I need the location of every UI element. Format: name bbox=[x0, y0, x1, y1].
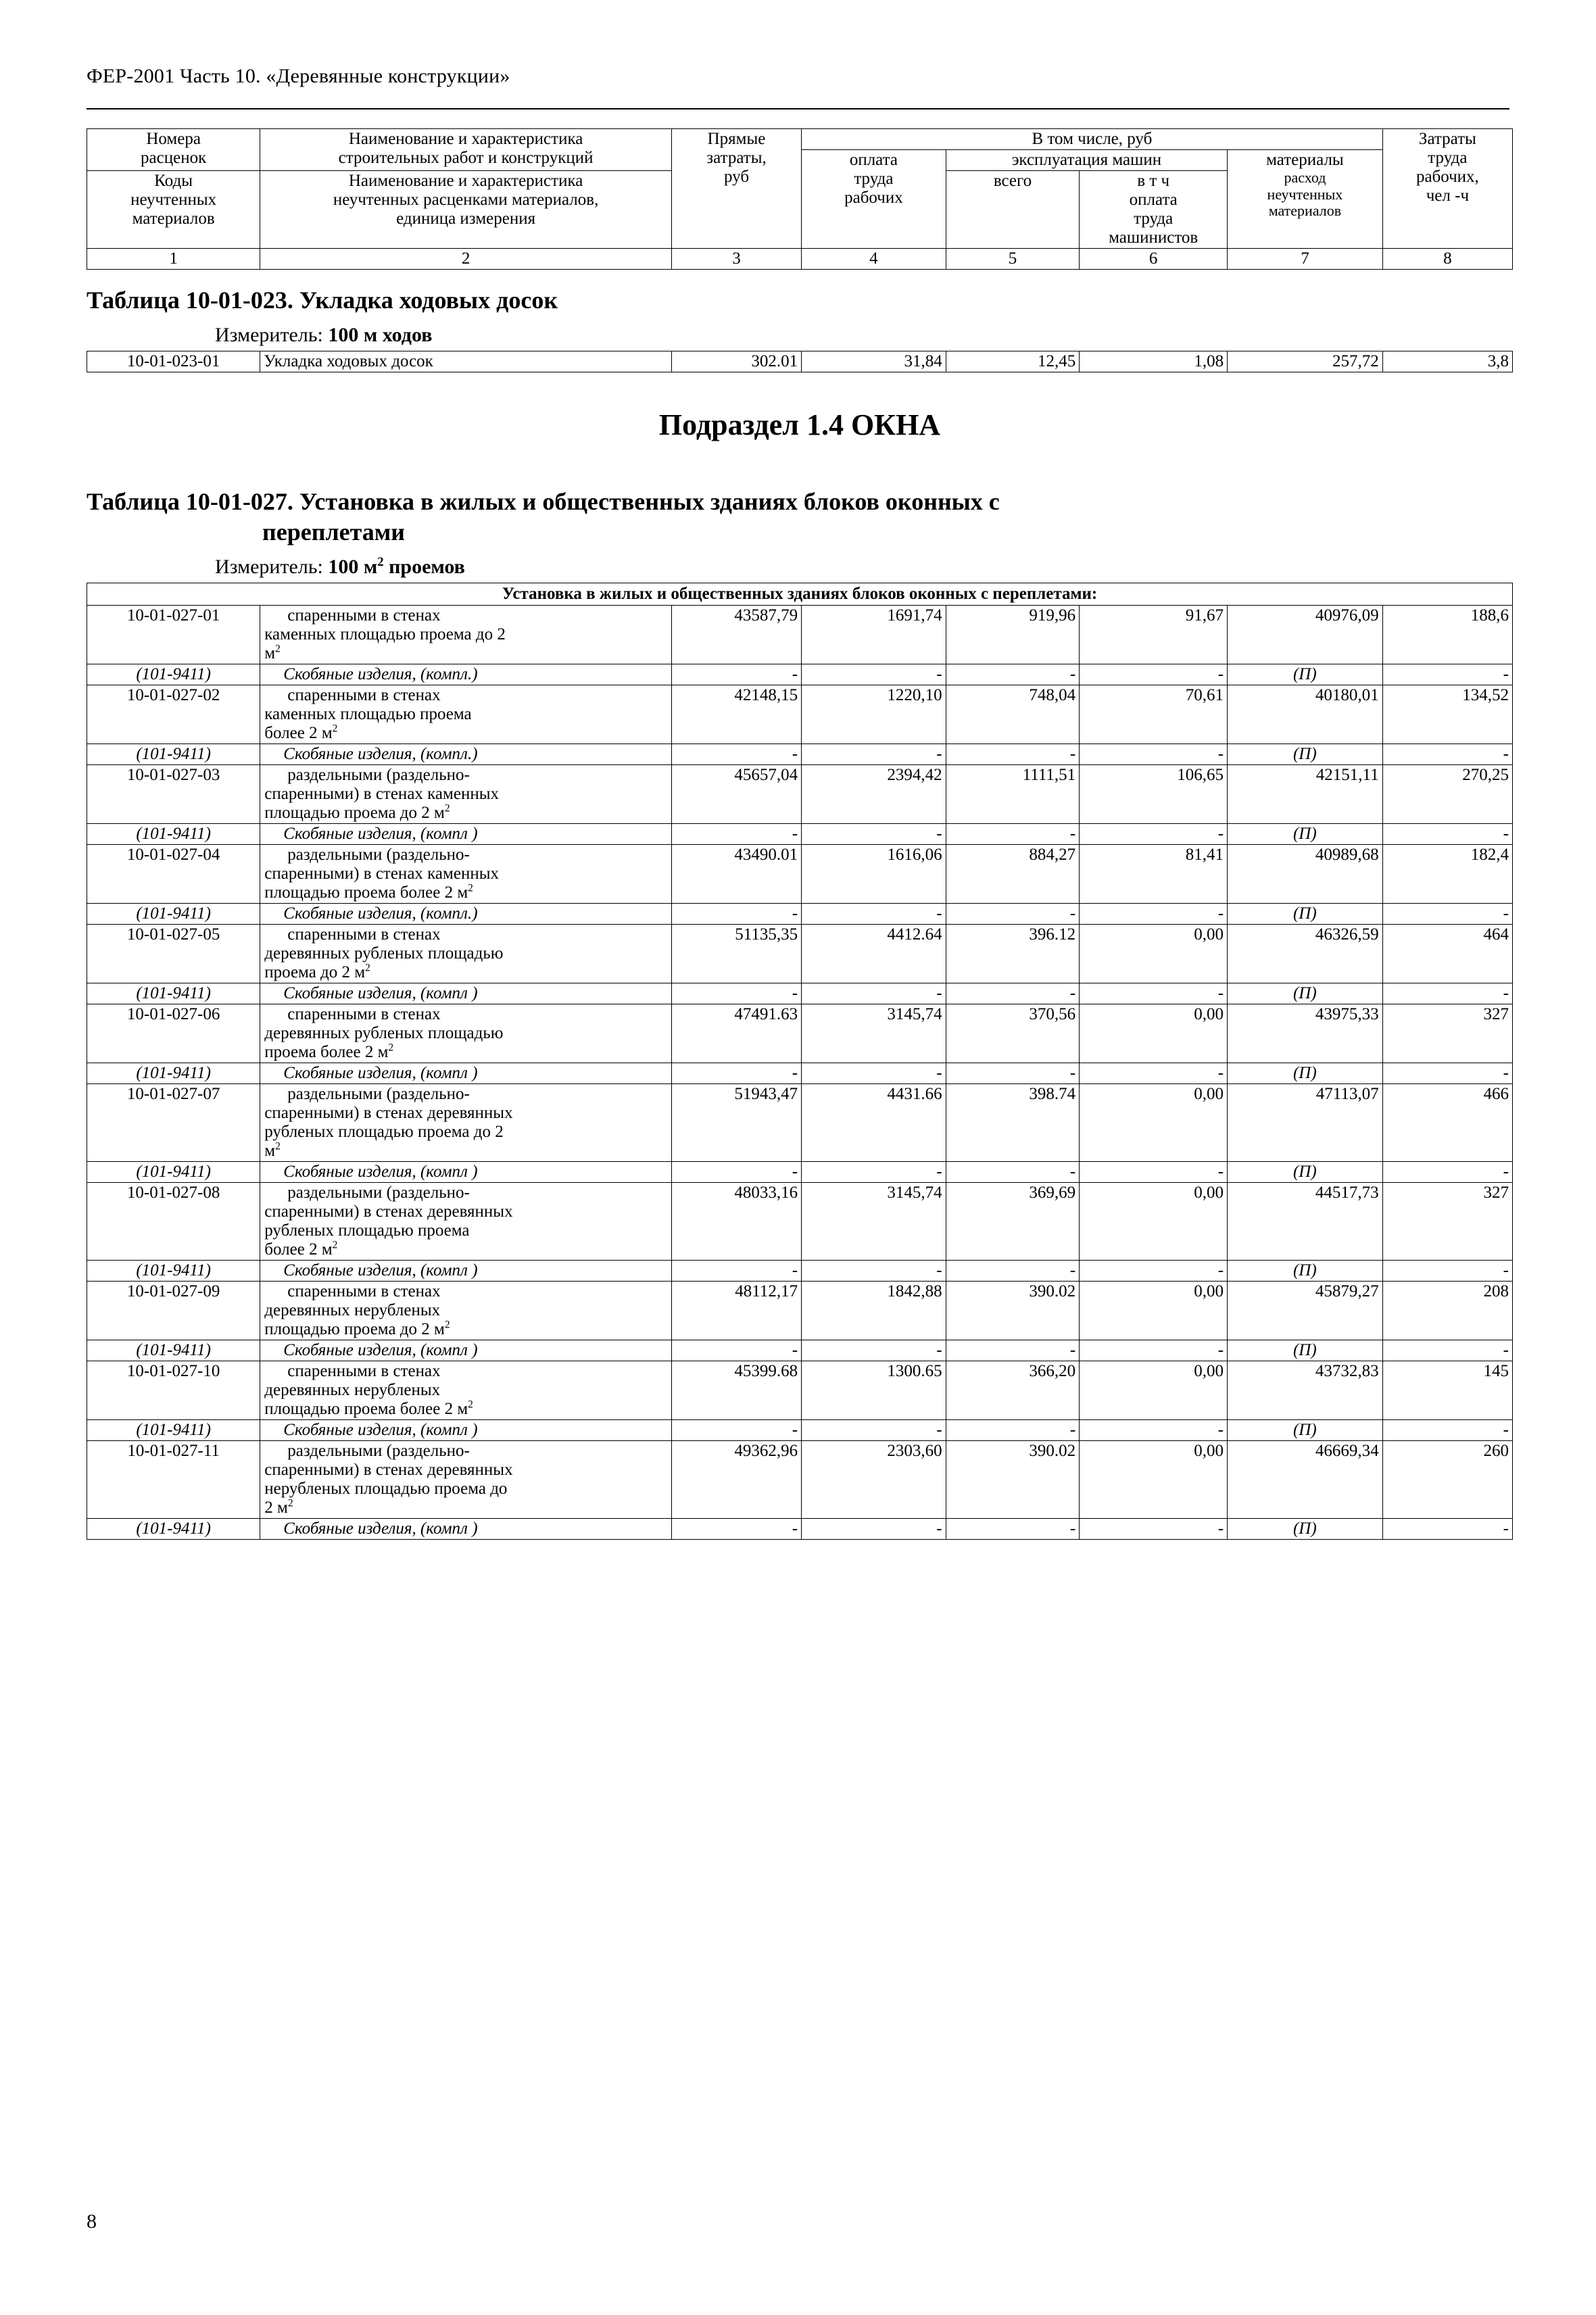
row-labor: 1616,06 bbox=[802, 845, 946, 904]
table-027-measure-label: Измеритель: bbox=[215, 556, 323, 578]
material-code: (101-9411) bbox=[87, 824, 260, 845]
row-machines-total: 12,45 bbox=[946, 351, 1080, 372]
material-code: (101-9411) bbox=[87, 1162, 260, 1183]
material-direct: - bbox=[671, 904, 801, 925]
row-machines-total: 370,56 bbox=[946, 1004, 1080, 1063]
row-machinist: 0,00 bbox=[1080, 925, 1228, 983]
header-col1-bottom: Коды неучтенных материалов bbox=[87, 171, 260, 249]
table-row bbox=[87, 1441, 1513, 1519]
table-row bbox=[87, 1183, 1513, 1261]
material-machines-total: - bbox=[946, 1162, 1080, 1183]
row-materials: 44517,73 bbox=[1228, 1183, 1383, 1261]
row-code: 10-01-027-04 bbox=[87, 845, 260, 904]
material-name: Скобяные изделия, (компл ) bbox=[260, 1340, 672, 1361]
material-row bbox=[87, 1519, 1513, 1540]
table-row bbox=[87, 685, 1513, 744]
colnum-7: 7 bbox=[1228, 249, 1383, 270]
table-023 bbox=[87, 351, 1513, 372]
material-direct: - bbox=[671, 824, 801, 845]
row-materials: 40180,01 bbox=[1228, 685, 1383, 744]
material-machines-total: - bbox=[946, 1261, 1080, 1282]
row-machinist: 0,00 bbox=[1080, 1441, 1228, 1519]
material-labor: - bbox=[802, 664, 946, 685]
row-labor-hours: 466 bbox=[1382, 1084, 1512, 1162]
table-027-title-prefix: Таблица 10-01-027. bbox=[87, 488, 293, 515]
row-labor: 2394,42 bbox=[802, 765, 946, 824]
row-name: спаренными в стенах деревянных нерубленых площадью проема до 2 $м^2$ bbox=[260, 1282, 672, 1340]
material-mark: (П) bbox=[1228, 1162, 1383, 1183]
material-mark: (П) bbox=[1228, 983, 1383, 1004]
material-name: Скобяные изделия, (компл ) bbox=[260, 1420, 672, 1441]
material-name: Скобяные изделия, (компл ) bbox=[260, 1063, 672, 1084]
table-row bbox=[87, 1004, 1513, 1063]
material-machinist: - bbox=[1080, 744, 1228, 765]
material-labor: - bbox=[802, 1340, 946, 1361]
material-code: (101-9411) bbox=[87, 744, 260, 765]
row-code: 10-01-027-05 bbox=[87, 925, 260, 983]
material-code: (101-9411) bbox=[87, 983, 260, 1004]
material-row bbox=[87, 1420, 1513, 1441]
table-row bbox=[87, 765, 1513, 824]
row-direct: 43490.01 bbox=[671, 845, 801, 904]
table-row bbox=[87, 1361, 1513, 1420]
material-direct: - bbox=[671, 744, 801, 765]
header-col6: в т ч оплата труда машинистов bbox=[1080, 171, 1228, 249]
material-name: Скобяные изделия, (компл ) bbox=[260, 1519, 672, 1540]
material-labor: - bbox=[802, 983, 946, 1004]
row-machines-total: 366,20 bbox=[946, 1361, 1080, 1420]
table-023-title bbox=[87, 270, 1513, 318]
row-machines-total: 390.02 bbox=[946, 1282, 1080, 1340]
material-machinist: - bbox=[1080, 904, 1228, 925]
row-materials: 40976,09 bbox=[1228, 606, 1383, 664]
material-name: Скобяные изделия, (компл ) bbox=[260, 824, 672, 845]
row-direct: 42148,15 bbox=[671, 685, 801, 744]
table-027-title-line1: Установка в жилых и общественных зданиях блоков оконных с bbox=[299, 488, 1000, 515]
material-labor-hours: - bbox=[1382, 1420, 1512, 1441]
table-027-measure bbox=[87, 550, 1513, 583]
material-direct: - bbox=[671, 664, 801, 685]
header-group-materials: материалы расход неучтенных материалов bbox=[1228, 150, 1383, 249]
row-direct: 43587,79 bbox=[671, 606, 801, 664]
row-machinist: 0,00 bbox=[1080, 1004, 1228, 1063]
row-materials: 45879,27 bbox=[1228, 1282, 1383, 1340]
table-027-measure-value: 100 $м^2$ проемов bbox=[328, 555, 465, 578]
row-direct: 51135,35 bbox=[671, 925, 801, 983]
material-row bbox=[87, 1063, 1513, 1084]
header-col2-top: Наименование и характеристика строительных работ и конструкций bbox=[260, 129, 672, 171]
row-machines-total: 390.02 bbox=[946, 1441, 1080, 1519]
material-row bbox=[87, 983, 1513, 1004]
row-name: спаренными в стенах деревянных нерубленых площадью проема более 2 $м^2$ bbox=[260, 1361, 672, 1420]
colnum-2: 2 bbox=[260, 249, 672, 270]
row-machinist: 70,61 bbox=[1080, 685, 1228, 744]
table-027-title-line2: переплетами bbox=[262, 518, 406, 545]
material-labor-hours: - bbox=[1382, 1519, 1512, 1540]
material-direct: - bbox=[671, 1261, 801, 1282]
table-023-measure-value: 100 м ходов bbox=[328, 324, 433, 346]
material-labor: - bbox=[802, 1261, 946, 1282]
material-labor: - bbox=[802, 1519, 946, 1540]
material-mark: (П) bbox=[1228, 1519, 1383, 1540]
header-table bbox=[87, 128, 1513, 270]
row-name: раздельными (раздельно- спаренными) в стенах деревянных рубленых площадью проема более 2 $м^2$ bbox=[260, 1183, 672, 1261]
row-labor-hours: 327 bbox=[1382, 1183, 1512, 1261]
colnum-8: 8 bbox=[1382, 249, 1512, 270]
material-direct: - bbox=[671, 1340, 801, 1361]
row-name: раздельными (раздельно- спаренными) в стенах деревянных нерубленых площадью проема до 2 $м^2$ bbox=[260, 1441, 672, 1519]
row-machinist: 106,65 bbox=[1080, 765, 1228, 824]
row-machinist: 81,41 bbox=[1080, 845, 1228, 904]
colnum-5: 5 bbox=[946, 249, 1080, 270]
table-023-measure bbox=[87, 318, 1513, 351]
row-labor-hours: 145 bbox=[1382, 1361, 1512, 1420]
row-labor-hours: 3,8 bbox=[1382, 351, 1512, 372]
row-materials: 43975,33 bbox=[1228, 1004, 1383, 1063]
material-machines-total: - bbox=[946, 983, 1080, 1004]
material-direct: - bbox=[671, 1420, 801, 1441]
row-name: спаренными в стенах каменных площадью проема до 2 $м^2$ bbox=[260, 606, 672, 664]
row-name: спаренными в стенах каменных площадью проема более 2 $м^2$ bbox=[260, 685, 672, 744]
material-machinist: - bbox=[1080, 1420, 1228, 1441]
material-machines-total: - bbox=[946, 1340, 1080, 1361]
material-direct: - bbox=[671, 983, 801, 1004]
row-code: 10-01-027-10 bbox=[87, 1361, 260, 1420]
row-direct: 45657,04 bbox=[671, 765, 801, 824]
row-machines-total: 369,69 bbox=[946, 1183, 1080, 1261]
material-mark: (П) bbox=[1228, 1420, 1383, 1441]
material-labor-hours: - bbox=[1382, 744, 1512, 765]
material-labor: - bbox=[802, 904, 946, 925]
page-header: ФЕР-2001 Часть 10. «Деревянные конструкции» bbox=[87, 65, 510, 87]
row-name: раздельными (раздельно- спаренными) в стенах каменных площадью проема до 2 $м^2$ bbox=[260, 765, 672, 824]
row-direct: 49362,96 bbox=[671, 1441, 801, 1519]
row-code: 10-01-027-03 bbox=[87, 765, 260, 824]
row-labor: 2303,60 bbox=[802, 1441, 946, 1519]
material-code: (101-9411) bbox=[87, 1420, 260, 1441]
row-materials: 257,72 bbox=[1228, 351, 1383, 372]
material-mark: (П) bbox=[1228, 904, 1383, 925]
material-machinist: - bbox=[1080, 1063, 1228, 1084]
material-name: Скобяные изделия, (компл ) bbox=[260, 1162, 672, 1183]
row-materials: 43732,83 bbox=[1228, 1361, 1383, 1420]
material-mark: (П) bbox=[1228, 744, 1383, 765]
row-machines-total: 748,04 bbox=[946, 685, 1080, 744]
row-code: 10-01-027-01 bbox=[87, 606, 260, 664]
material-code: (101-9411) bbox=[87, 664, 260, 685]
colnum-1: 1 bbox=[87, 249, 260, 270]
row-machinist: 0,00 bbox=[1080, 1183, 1228, 1261]
row-labor-hours: 260 bbox=[1382, 1441, 1512, 1519]
row-machinist: 1,08 bbox=[1080, 351, 1228, 372]
row-labor: 1691,74 bbox=[802, 606, 946, 664]
header-col8: Затраты труда рабочих, чел -ч bbox=[1382, 129, 1512, 249]
row-labor: 1842,88 bbox=[802, 1282, 946, 1340]
material-machinist: - bbox=[1080, 1340, 1228, 1361]
row-labor: 1220,10 bbox=[802, 685, 946, 744]
row-direct: 302.01 bbox=[671, 351, 801, 372]
row-labor-hours: 182,4 bbox=[1382, 845, 1512, 904]
material-machinist: - bbox=[1080, 824, 1228, 845]
material-labor-hours: - bbox=[1382, 1063, 1512, 1084]
row-labor-hours: 208 bbox=[1382, 1282, 1512, 1340]
material-labor-hours: - bbox=[1382, 983, 1512, 1004]
material-mark: (П) bbox=[1228, 1340, 1383, 1361]
row-name: раздельными (раздельно- спаренными) в стенах каменных площадью проема более 2 $м^2$ bbox=[260, 845, 672, 904]
material-code: (101-9411) bbox=[87, 1519, 260, 1540]
header-col1-top: Номера расценок bbox=[87, 129, 260, 171]
material-mark: (П) bbox=[1228, 824, 1383, 845]
row-machinist: 0,00 bbox=[1080, 1084, 1228, 1162]
material-labor: - bbox=[802, 1420, 946, 1441]
colnum-3: 3 bbox=[671, 249, 801, 270]
colnum-6: 6 bbox=[1080, 249, 1228, 270]
table-027-band-row bbox=[87, 583, 1513, 606]
row-machinist: 91,67 bbox=[1080, 606, 1228, 664]
table-row bbox=[87, 845, 1513, 904]
page-number: 8 bbox=[87, 2210, 97, 2233]
material-labor-hours: - bbox=[1382, 1261, 1512, 1282]
table-header-row-1 bbox=[87, 129, 1513, 150]
row-direct: 47491.63 bbox=[671, 1004, 801, 1063]
table-023-title-text: Укладка ходовых досок bbox=[299, 287, 558, 314]
row-materials: 46326,59 bbox=[1228, 925, 1383, 983]
row-machines-total: 919,96 bbox=[946, 606, 1080, 664]
row-labor-hours: 188,6 bbox=[1382, 606, 1512, 664]
material-machinist: - bbox=[1080, 983, 1228, 1004]
row-materials: 47113,07 bbox=[1228, 1084, 1383, 1162]
material-machinist: - bbox=[1080, 1261, 1228, 1282]
row-direct: 45399.68 bbox=[671, 1361, 801, 1420]
row-code: 10-01-027-11 bbox=[87, 1441, 260, 1519]
row-name: раздельными (раздельно- спаренными) в стенах деревянных рубленых площадью проема до 2 $м^2$ bbox=[260, 1084, 672, 1162]
row-materials: 42151,11 bbox=[1228, 765, 1383, 824]
table-row bbox=[87, 351, 1513, 372]
material-machinist: - bbox=[1080, 664, 1228, 685]
material-machines-total: - bbox=[946, 664, 1080, 685]
material-direct: - bbox=[671, 1063, 801, 1084]
row-machines-total: 396.12 bbox=[946, 925, 1080, 983]
material-row bbox=[87, 1340, 1513, 1361]
material-labor-hours: - bbox=[1382, 824, 1512, 845]
material-labor-hours: - bbox=[1382, 1340, 1512, 1361]
row-machinist: 0,00 bbox=[1080, 1361, 1228, 1420]
row-materials: 46669,34 bbox=[1228, 1441, 1383, 1519]
row-direct: 48033,16 bbox=[671, 1183, 801, 1261]
row-code: 10-01-027-02 bbox=[87, 685, 260, 744]
header-col5: всего bbox=[946, 171, 1080, 249]
table-027-band: Установка в жилых и общественных зданиях блоков оконных с переплетами: bbox=[87, 583, 1513, 606]
material-machines-total: - bbox=[946, 1519, 1080, 1540]
material-labor-hours: - bbox=[1382, 904, 1512, 925]
row-name: спаренными в стенах деревянных рубленых площадью проема до 2 $м^2$ bbox=[260, 925, 672, 983]
material-direct: - bbox=[671, 1519, 801, 1540]
header-col4: оплата труда рабочих bbox=[802, 150, 946, 249]
material-labor: - bbox=[802, 1063, 946, 1084]
row-direct: 48112,17 bbox=[671, 1282, 801, 1340]
material-machines-total: - bbox=[946, 904, 1080, 925]
material-row bbox=[87, 824, 1513, 845]
material-code: (101-9411) bbox=[87, 904, 260, 925]
material-labor-hours: - bbox=[1382, 1162, 1512, 1183]
row-machines-total: 1111,51 bbox=[946, 765, 1080, 824]
material-direct: - bbox=[671, 1162, 801, 1183]
row-code: 10-01-027-09 bbox=[87, 1282, 260, 1340]
header-group-including: В том числе, руб bbox=[802, 129, 1383, 150]
material-labor: - bbox=[802, 1162, 946, 1183]
material-machines-total: - bbox=[946, 1063, 1080, 1084]
row-name: Укладка ходовых досок bbox=[260, 351, 672, 372]
material-labor: - bbox=[802, 744, 946, 765]
material-code: (101-9411) bbox=[87, 1340, 260, 1361]
row-labor-hours: 327 bbox=[1382, 1004, 1512, 1063]
table-023-title-prefix: Таблица 10-01-023. bbox=[87, 287, 293, 314]
table-row bbox=[87, 1282, 1513, 1340]
material-name: Скобяные изделия, (компл.) bbox=[260, 664, 672, 685]
row-code: 10-01-027-08 bbox=[87, 1183, 260, 1261]
row-labor-hours: 464 bbox=[1382, 925, 1512, 983]
table-027-title bbox=[87, 473, 1513, 550]
page-content bbox=[87, 128, 1513, 1540]
colnum-4: 4 bbox=[802, 249, 946, 270]
table-row bbox=[87, 606, 1513, 664]
material-row bbox=[87, 1261, 1513, 1282]
row-labor-hours: 134,52 bbox=[1382, 685, 1512, 744]
row-code: 10-01-027-07 bbox=[87, 1084, 260, 1162]
material-name: Скобяные изделия, (компл ) bbox=[260, 1261, 672, 1282]
row-labor-hours: 270,25 bbox=[1382, 765, 1512, 824]
row-materials: 40989,68 bbox=[1228, 845, 1383, 904]
material-mark: (П) bbox=[1228, 1063, 1383, 1084]
section-title: Подраздел 1.4 ОКНА bbox=[658, 408, 941, 441]
row-labor: 1300.65 bbox=[802, 1361, 946, 1420]
material-code: (101-9411) bbox=[87, 1063, 260, 1084]
material-code: (101-9411) bbox=[87, 1261, 260, 1282]
row-direct: 51943,47 bbox=[671, 1084, 801, 1162]
material-machines-total: - bbox=[946, 824, 1080, 845]
table-027 bbox=[87, 583, 1513, 1540]
row-labor: 3145,74 bbox=[802, 1004, 946, 1063]
material-mark: (П) bbox=[1228, 664, 1383, 685]
row-labor: 3145,74 bbox=[802, 1183, 946, 1261]
material-machinist: - bbox=[1080, 1162, 1228, 1183]
row-code: 10-01-027-06 bbox=[87, 1004, 260, 1063]
material-row bbox=[87, 904, 1513, 925]
row-labor: 31,84 bbox=[802, 351, 946, 372]
material-name: Скобяные изделия, (компл.) bbox=[260, 744, 672, 765]
material-mark: (П) bbox=[1228, 1261, 1383, 1282]
row-labor: 4412.64 bbox=[802, 925, 946, 983]
table-023-measure-label: Измеритель: bbox=[215, 324, 323, 346]
row-labor: 4431.66 bbox=[802, 1084, 946, 1162]
header-col3: Прямые затраты, руб bbox=[671, 129, 801, 249]
material-labor: - bbox=[802, 824, 946, 845]
row-machines-total: 398.74 bbox=[946, 1084, 1080, 1162]
table-column-numbers bbox=[87, 249, 1513, 270]
row-name: спаренными в стенах деревянных рубленых площадью проема более 2 $м^2$ bbox=[260, 1004, 672, 1063]
row-machinist: 0,00 bbox=[1080, 1282, 1228, 1340]
material-machinist: - bbox=[1080, 1519, 1228, 1540]
material-row bbox=[87, 1162, 1513, 1183]
material-machines-total: - bbox=[946, 744, 1080, 765]
header-group-machines: эксплуатация машин bbox=[946, 150, 1227, 171]
header-col2-bottom: Наименование и характеристика неучтенных расценками материалов, единица измерения bbox=[260, 171, 672, 249]
header-divider bbox=[87, 108, 1509, 109]
row-code: 10-01-023-01 bbox=[87, 351, 260, 372]
material-labor-hours: - bbox=[1382, 664, 1512, 685]
material-row bbox=[87, 664, 1513, 685]
material-machines-total: - bbox=[946, 1420, 1080, 1441]
row-machines-total: 884,27 bbox=[946, 845, 1080, 904]
table-row bbox=[87, 1084, 1513, 1162]
material-name: Скобяные изделия, (компл ) bbox=[260, 983, 672, 1004]
material-row bbox=[87, 744, 1513, 765]
material-name: Скобяные изделия, (компл.) bbox=[260, 904, 672, 925]
table-row bbox=[87, 925, 1513, 983]
